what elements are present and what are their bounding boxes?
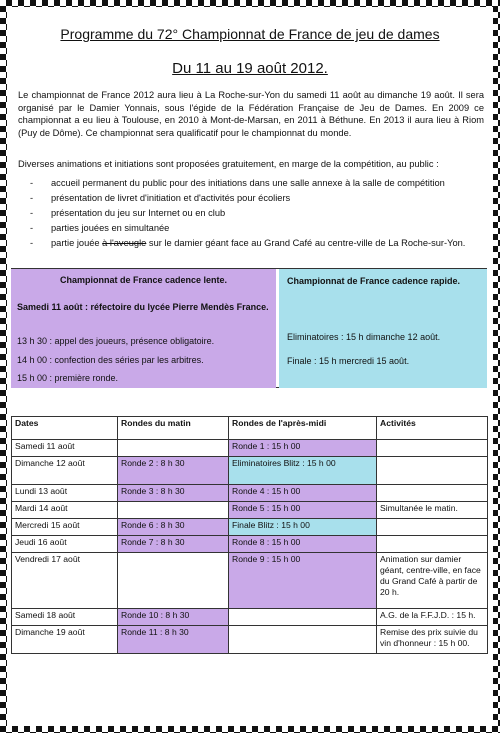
table-row <box>12 502 488 519</box>
animations-intro: Diverses animations et initiations sont proposées gratuitement, en marge de la compétition, au public : <box>18 159 439 169</box>
header-dates: Dates <box>12 417 118 440</box>
table-row <box>12 536 488 553</box>
cell-matin: Ronde 6 : 8 h 30 <box>118 519 229 536</box>
animation-item: - parties jouées en simultanée <box>27 221 465 236</box>
table-row <box>12 485 488 502</box>
lente-line: 13 h 30 : appel des joueurs, présence obligatoire. <box>17 336 215 346</box>
cell-aprem: Ronde 9 : 15 h 00 <box>229 553 377 609</box>
table-row <box>12 609 488 626</box>
table-row <box>12 519 488 536</box>
cell-aprem: Eliminatoires Blitz : 15 h 00 <box>229 457 377 485</box>
cadence-rapide-panel <box>279 269 487 388</box>
lente-heading: Championnat de France cadence lente. <box>59 275 228 285</box>
cell-activite <box>377 485 488 502</box>
cell-matin: Ronde 2 : 8 h 30 <box>118 457 229 485</box>
intro-paragraph: Le championnat de France 2012 aura lieu à La Roche-sur-Yon du samedi 11 août au dimanche 19 août. Il sera organisé par le Damier Yonnais, sous l'égide de la Fédération Française de Jeu de Dames. En 2009 ce championnat a eu lieu à Toulouse, en 2010 à Mont-de-Marsan, en 2011 à Béthune. En 2013 il aura lieu à Riom (Puy de Dôme). Ce championnat sera qualificatif pour le championnat du monde. <box>18 90 484 138</box>
animation-item: - présentation de livret d'initiation et d'activités pour écoliers <box>27 191 465 206</box>
document-title: Programme du 72° Championnat de France de jeu de dames <box>60 26 440 42</box>
document-page <box>7 7 493 726</box>
rapide-heading: Championnat de France cadence rapide. <box>287 276 461 286</box>
cell-matin <box>118 440 229 457</box>
document-dates: Du 11 au 19 août 2012. <box>172 60 328 77</box>
cadence-section <box>11 268 487 388</box>
cell-matin: Ronde 10 : 8 h 30 <box>118 609 229 626</box>
cell-activite <box>377 519 488 536</box>
cell-aprem: Ronde 8 : 15 h 00 <box>229 536 377 553</box>
table-row <box>12 457 488 485</box>
cell-activite: Animation sur damier géant, centre-ville, en face du Grand Café à partir de 20 h. <box>377 553 488 609</box>
cell-date: Samedi 18 août <box>12 609 118 626</box>
cell-aprem: Ronde 4 : 15 h 00 <box>229 485 377 502</box>
animation-last-struck: à l'aveugle <box>102 238 147 248</box>
cell-date: Dimanche 19 août <box>12 626 118 654</box>
cell-activite: Simultanée le matin. <box>377 502 488 519</box>
cell-aprem <box>229 609 377 626</box>
cell-matin: Ronde 3 : 8 h 30 <box>118 485 229 502</box>
cell-date: Mercredi 15 août <box>12 519 118 536</box>
lente-subheading: Samedi 11 août : réfectoire du lycée Pierre Mendès France. <box>17 302 269 312</box>
cell-date: Jeudi 16 août <box>12 536 118 553</box>
rapide-line: Finale : 15 h mercredi 15 août. <box>287 356 410 366</box>
cell-matin <box>118 502 229 519</box>
schedule-table <box>11 416 488 654</box>
table-row <box>12 440 488 457</box>
animations-list <box>27 176 465 251</box>
animation-last-before: partie jouée <box>51 238 103 248</box>
cell-activite: Remise des prix suivie du vin d'honneur : 15 h 00. <box>377 626 488 654</box>
cell-date: Dimanche 12 août <box>12 457 118 485</box>
cell-activite <box>377 457 488 485</box>
cell-aprem <box>229 626 377 654</box>
cadence-lente-panel <box>11 269 276 388</box>
cell-aprem: Ronde 5 : 15 h 00 <box>229 502 377 519</box>
cell-date: Lundi 13 août <box>12 485 118 502</box>
cell-activite: A.G. de la F.F.J.D. : 15 h. <box>377 609 488 626</box>
cell-aprem: Ronde 1 : 15 h 00 <box>229 440 377 457</box>
header-matin: Rondes du matin <box>118 417 229 440</box>
table-header-row <box>12 417 488 440</box>
cell-matin: Ronde 11 : 8 h 30 <box>118 626 229 654</box>
header-activites: Activités <box>377 417 488 440</box>
table-row <box>12 553 488 609</box>
cell-date: Vendredi 17 août <box>12 553 118 609</box>
cell-aprem: Finale Blitz : 15 h 00 <box>229 519 377 536</box>
animation-item-last <box>27 236 465 251</box>
animation-last-after: sur le damier géant face au Grand Café au centre-ville de La Roche-sur-Yon. <box>146 238 466 248</box>
header-aprem: Rondes de l'après-midi <box>229 417 377 440</box>
rapide-line: Eliminatoires : 15 h dimanche 12 août. <box>287 332 441 342</box>
table-row <box>12 626 488 654</box>
cell-date: Samedi 11 août <box>12 440 118 457</box>
table-body <box>12 440 488 654</box>
animation-item: - accueil permanent du public pour des initiations dans une salle annexe à la salle de compétition <box>27 176 465 191</box>
lente-line: 15 h 00 : première ronde. <box>17 373 119 383</box>
cell-matin: Ronde 7 : 8 h 30 <box>118 536 229 553</box>
animation-item: - présentation du jeu sur Internet ou en club <box>27 206 465 221</box>
lente-line: 14 h 00 : confection des séries par les arbitres. <box>17 355 204 365</box>
cell-date: Mardi 14 août <box>12 502 118 519</box>
cell-activite <box>377 440 488 457</box>
cell-activite <box>377 536 488 553</box>
cell-matin <box>118 553 229 609</box>
